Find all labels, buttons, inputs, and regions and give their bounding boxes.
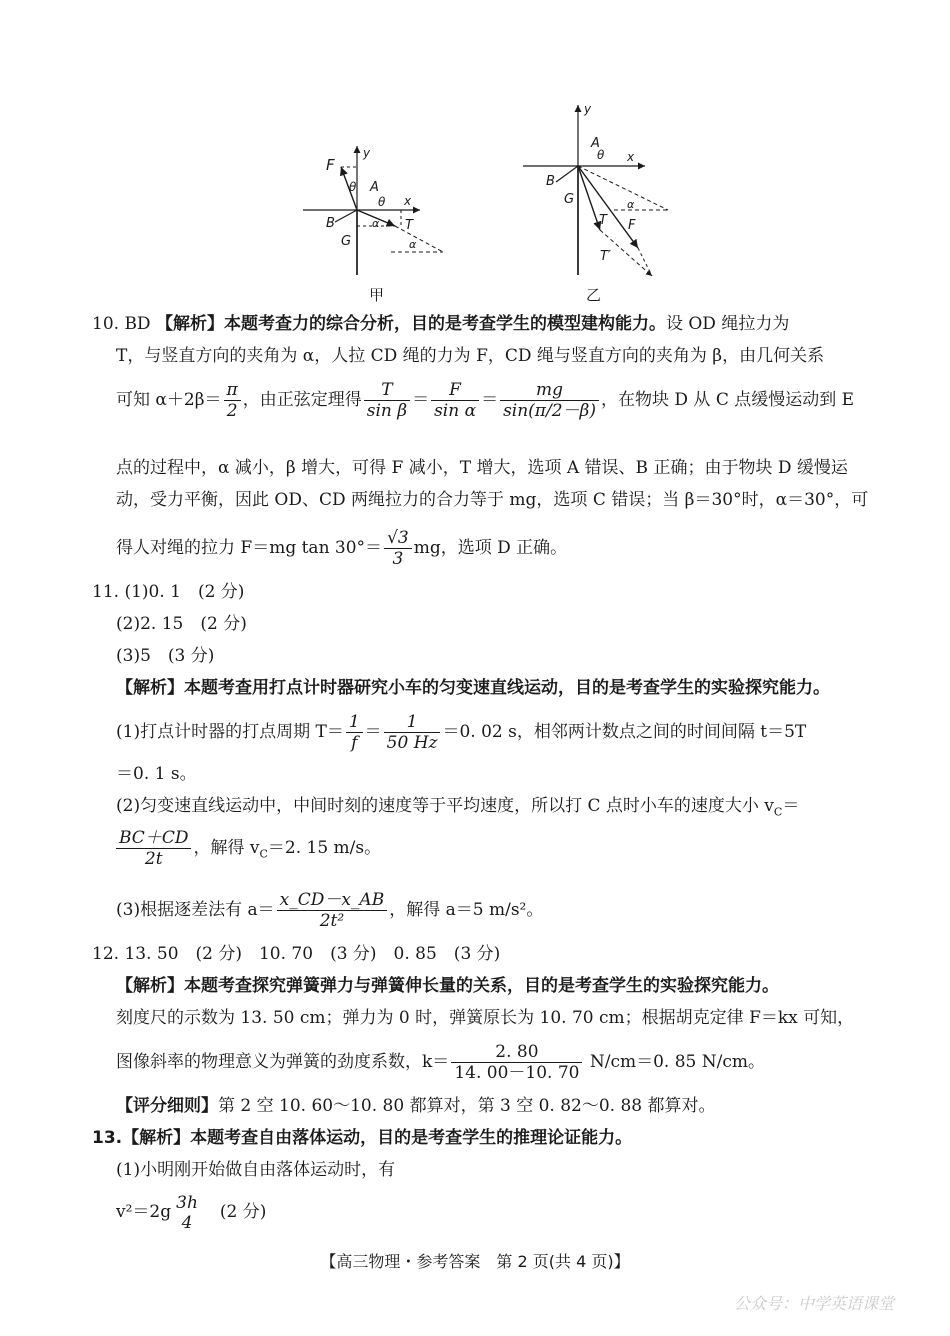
q10-l6-num: √3 xyxy=(384,528,412,549)
q10-f1-num: T xyxy=(364,380,410,401)
fig-jia-alpha2: α xyxy=(409,238,417,251)
q11-p1 xyxy=(116,710,806,754)
q10-l6-b: mg，选项 D 正确。 xyxy=(413,538,568,558)
q12-score xyxy=(116,1094,716,1118)
q11-f2-den: 50 Hz xyxy=(386,733,438,753)
q11-p2-sub: C xyxy=(773,805,783,819)
q11-frac-1f xyxy=(346,712,363,753)
q10-number: 10. BD xyxy=(92,314,151,334)
q11-frac-diff xyxy=(277,890,388,931)
q13-p2-num: 3h xyxy=(176,1192,198,1213)
fig-jia-caption: 甲 xyxy=(369,286,385,304)
q13-p2-den: 4 xyxy=(181,1212,193,1233)
q13-analysis-tag: 13.【解析】本题考查自由落体运动，目的是考查学生的推理论证能力。 xyxy=(92,1128,633,1148)
fig-jia-A: A xyxy=(370,180,379,195)
q11-answer2: (2)2. 15 (2 分) xyxy=(116,614,247,634)
q11-f2-num: 1 xyxy=(384,712,441,733)
fig-jia-y: y xyxy=(363,146,371,160)
q11-answer3: (3)5 (3 分) xyxy=(116,646,215,666)
q12-frac-k xyxy=(451,1042,582,1083)
q10-frac-sqrt3 xyxy=(384,528,412,569)
q10-pi-num: π xyxy=(224,380,241,401)
q12-p2-a: 图像斜率的物理意义为弹簧的劲度系数，k＝ xyxy=(116,1052,450,1072)
q13-p2-b: (2 分) xyxy=(202,1202,267,1222)
q10-eq2: ＝ xyxy=(481,390,499,410)
q10-line1-tail: 设 OD 绳拉力为 xyxy=(665,314,790,334)
fig-yi-G: G xyxy=(564,192,575,207)
fig-jia-theta2: θ xyxy=(378,195,386,209)
q11-p2-den: 2t xyxy=(144,849,163,869)
q11-p2-b: ，解得 v xyxy=(193,838,260,858)
q11-p3 xyxy=(116,888,543,932)
fig-yi-alpha: α xyxy=(627,198,635,211)
q10-line1 xyxy=(92,312,789,336)
fig-yi-A: A xyxy=(591,136,600,151)
q10-frac-T xyxy=(364,380,410,421)
q10-eq1: ＝ xyxy=(412,390,430,410)
q12-p2 xyxy=(116,1040,765,1084)
q12-answer: 12. 13. 50 (2 分) 10. 70 (3 分) 0. 85 (3 分) xyxy=(92,944,501,964)
q11-frac-bc xyxy=(116,828,191,869)
q12-p2-num: 2. 80 xyxy=(451,1042,582,1063)
q11-p2 xyxy=(116,794,799,824)
q10-f3-den: sin(π/2－β) xyxy=(503,401,596,421)
q11-answer1: 11. (1)0. 1 (2 分) xyxy=(92,582,245,602)
q11-frac-50hz xyxy=(384,712,441,753)
q10-l6-den: 3 xyxy=(392,549,404,569)
q11-p2-eq: ＝ xyxy=(782,796,800,816)
q10-l3-b: ，由正弦定理得 xyxy=(242,390,362,410)
watermark: 公众号：中学英语课堂 xyxy=(733,1294,894,1313)
q11-p2-c: ＝2. 15 m/s。 xyxy=(267,838,382,858)
q10-analysis-tag: 【解析】本题考查力的综合分析，目的是考查学生的模型建构能力。 xyxy=(155,314,666,334)
fig-jia-x: x xyxy=(404,194,412,208)
fig-jia-theta1: θ xyxy=(349,180,357,194)
fig-yi-caption: 乙 xyxy=(586,286,602,304)
q11-p1-b: ＝0. 02 s，相邻两计数点之间的时间间隔 t＝5T xyxy=(442,722,807,742)
q10-f3-num: mg xyxy=(500,380,599,401)
q10-pi-den: 2 xyxy=(226,401,238,421)
fig-yi-Tp: T′ xyxy=(600,249,611,264)
q11-f1-num: 1 xyxy=(346,712,363,733)
q10-line2: T，与竖直方向的夹角为 α，人拉 CD 绳的力为 F，CD 绳与竖直方向的夹角为 β，由几何关系 xyxy=(116,346,825,366)
q11-analysis-tag: 【解析】本题考查用打点计时器研究小车的匀变速直线运动，目的是考查学生的实验探究能力。 xyxy=(116,678,830,698)
q10-f2-num: F xyxy=(431,380,479,401)
q11-p2-a: (2)匀变速直线运动中，中间时刻的速度等于平均速度，所以打 C 点时小车的速度大小 v xyxy=(116,796,774,816)
q10-frac-F xyxy=(431,380,479,421)
q10-f2-den: sin α xyxy=(434,401,477,421)
q13-p1: (1)小明刚开始做自由落体运动时，有 xyxy=(116,1160,396,1180)
q11-p3-num: x_CD－x_AB xyxy=(277,890,388,911)
q10-frac-pi xyxy=(224,380,241,421)
fig-yi-theta: θ xyxy=(597,148,605,162)
fig-jia-B: B xyxy=(326,216,335,231)
fig-yi-F: F xyxy=(628,218,636,233)
q11-p2-sub2: C xyxy=(259,847,268,861)
fig-yi-y: y xyxy=(584,102,592,116)
q12-analysis-tag: 【解析】本题考查探究弹簧弹力与弹簧伸长量的关系，目的是考查学生的实验探究能力。 xyxy=(116,976,779,996)
q12-p2-den: 14. 00－10. 70 xyxy=(454,1063,580,1083)
q10-line4: 点的过程中，α 减小，β 增大，可得 F 减小，T 增大，选项 A 错误、B 正确；由于物块 D 缓慢运 xyxy=(116,458,848,478)
q10-l3-c: ，在物块 D 从 C 点缓慢运动到 E xyxy=(600,390,855,410)
q13-p2 xyxy=(116,1190,266,1234)
fig-yi-x: x xyxy=(627,150,635,164)
q11-p2-num: BC＋CD xyxy=(116,828,191,849)
fig-yi-B: B xyxy=(546,174,555,189)
q11-p1-eq: ＝ xyxy=(364,722,382,742)
q11-p3-den: 2t² xyxy=(319,911,345,931)
q10-line3 xyxy=(116,378,854,422)
q10-l3-a: 可知 α＋2β＝ xyxy=(116,390,222,410)
fig-jia-G: G xyxy=(341,234,352,249)
q10-line6 xyxy=(116,526,567,570)
q12-p2-b: N/cm＝0. 85 N/cm。 xyxy=(589,1052,766,1072)
q11-p1-cont: ＝0. 1 s。 xyxy=(116,764,197,784)
q10-l6-a: 得人对绳的拉力 F＝mg tan 30°＝ xyxy=(116,538,383,558)
q11-p1-a: (1)打点计时器的打点周期 T＝ xyxy=(116,722,344,742)
q12-score-text: 第 2 空 10. 60～10. 80 都算对，第 3 空 0. 82～0. 88 都算对。 xyxy=(218,1096,716,1116)
q10-f1-den: sin β xyxy=(366,401,408,421)
q12-p1: 刻度尺的示数为 13. 50 cm；弹力为 0 时，弹簧原长为 10. 70 cm；根据胡克定律 F＝kx 可知， xyxy=(116,1008,855,1028)
page-footer: 【高三物理・参考答案 第 2 页(共 4 页)】 xyxy=(320,1252,630,1271)
fig-jia-T: T xyxy=(405,218,413,233)
q12-score-tag: 【评分细则】 xyxy=(116,1096,218,1116)
q13-frac-3h4 xyxy=(173,1193,201,1233)
fig-yi-T: T xyxy=(599,213,607,228)
q11-p3-a: (3)根据逐差法有 a＝ xyxy=(116,900,275,920)
q13-p2-a: v²＝2g xyxy=(116,1202,172,1222)
fig-jia-alpha1: α xyxy=(372,217,380,230)
q11-p2-cont xyxy=(116,826,381,876)
fig-jia-F: F xyxy=(326,156,335,174)
q11-f1-den: f xyxy=(351,733,358,753)
q10-frac-mg xyxy=(500,380,599,421)
q10-line5: 动，受力平衡，因此 OD、CD 两绳拉力的合力等于 mg，选项 C 错误；当 β＝30°时，α＝30°，可 xyxy=(116,490,869,510)
q11-p3-b: ，解得 a＝5 m/s²。 xyxy=(389,900,544,920)
